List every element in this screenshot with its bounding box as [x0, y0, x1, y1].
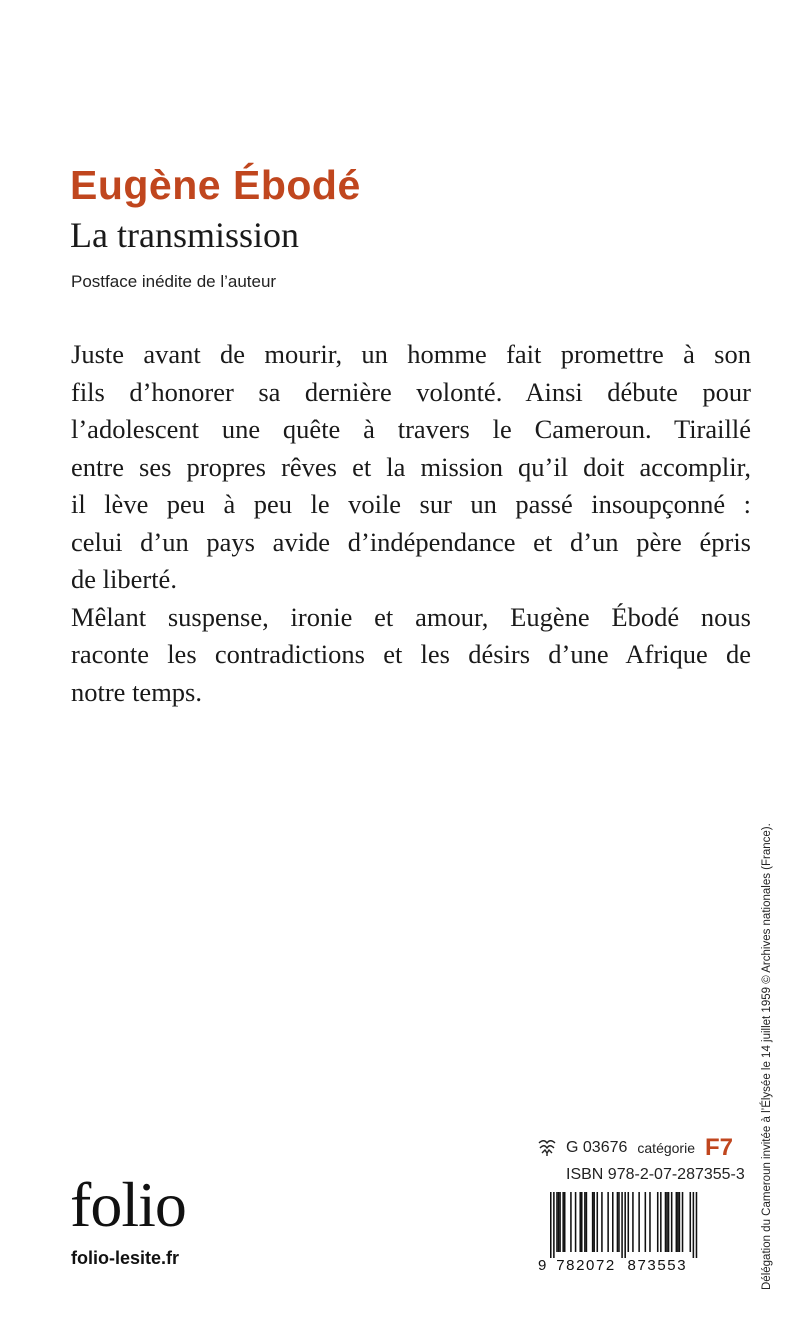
barcode-digits: 9 [538, 1257, 548, 1274]
barcode-bar [638, 1192, 640, 1252]
barcode-digits: 873553 [627, 1257, 688, 1274]
barcode-bar [593, 1192, 595, 1252]
blurb-line: l’adolescent une quête à travers le Cameroun. Tiraillé [71, 414, 751, 444]
barcode-bar [645, 1192, 647, 1252]
barcode-bar [676, 1192, 678, 1252]
barcode-bar [575, 1192, 577, 1252]
barcode-bar [562, 1192, 564, 1252]
barcode-bar [682, 1192, 684, 1252]
blurb-line: Mêlant suspense, ironie et amour, Eugène Ébodé nous [71, 601, 751, 632]
barcode-bar [666, 1192, 668, 1252]
barcode-digits: 782072 [556, 1257, 616, 1274]
barcode-bar [558, 1192, 560, 1252]
barcode-bar [628, 1192, 630, 1252]
barcode-bar [617, 1192, 619, 1252]
barcode-bar [559, 1192, 561, 1252]
book-subtitle: Postface inédite de l’auteur [71, 272, 277, 291]
barcode-bar [621, 1192, 623, 1258]
barcode-bar [592, 1192, 594, 1252]
barcode-bar [671, 1192, 673, 1252]
barcode-bar [668, 1192, 670, 1252]
barcode-bar [690, 1192, 692, 1252]
catalog-code-row [536, 1133, 733, 1163]
blurb-line: il lève peu à peu le voile sur un passé insoupçonné : [71, 489, 751, 519]
barcode-bar [553, 1192, 555, 1258]
photo-credit-text: Délégation du Cameroun invitée à l’Élysée le 14 juillet 1959 © Archives nationales (France). [761, 823, 773, 1290]
author-name: Eugène Ébodé [70, 162, 361, 208]
blurb-line: notre temps. [71, 676, 202, 707]
barcode-bar [556, 1192, 558, 1252]
blurb-line: raconte les contradictions et les désirs d’une Afrique de [71, 639, 751, 669]
blurb-line: fils d’honorer sa dernière volonté. Ainsi débute pour [71, 376, 751, 407]
barcode-bar [570, 1192, 572, 1252]
blurb-line: entre ses propres rêves et la mission qu’il doit accomplir, [71, 451, 751, 482]
barcode-bar [612, 1192, 614, 1252]
barcode-bar [624, 1192, 626, 1258]
blurb-line: celui d’un pays avide d’indépendance et d’un père épris [71, 526, 751, 557]
publisher-site: folio-lesite.fr [71, 1248, 180, 1268]
category-label: catégorie [637, 1140, 695, 1156]
barcode-bar [696, 1192, 698, 1258]
barcode-bar [649, 1192, 651, 1252]
barcode-bar [581, 1192, 583, 1252]
recycle-paper-icon [536, 1139, 558, 1157]
barcode-bar [618, 1192, 620, 1252]
barcode-bar [564, 1192, 566, 1252]
barcode-bar [607, 1192, 609, 1252]
blurb-paragraph-2 [71, 599, 751, 712]
back-cover-blurb [71, 336, 751, 711]
isbn: ISBN 978-2-07-287355-3 [566, 1166, 745, 1183]
barcode-bar [586, 1192, 588, 1252]
barcode-bar [679, 1192, 681, 1252]
blurb-line: Juste avant de mourir, un homme fait promettre à son [71, 339, 751, 369]
barcode [536, 1192, 716, 1274]
category-code: F7 [704, 1134, 733, 1161]
barcode-bar [657, 1192, 659, 1252]
barcode-bar [584, 1192, 586, 1252]
publisher-logo: folio [70, 1169, 186, 1240]
barcode-graphic [536, 1192, 716, 1274]
barcode-bar [597, 1192, 599, 1252]
barcode-bar [660, 1192, 662, 1252]
barcode-bar [665, 1192, 667, 1252]
barcode-bar [677, 1192, 679, 1252]
barcode-bar [579, 1192, 581, 1252]
blurb-paragraph-1 [71, 336, 751, 599]
photo-credit [754, 770, 776, 1290]
barcode-bar [601, 1192, 603, 1252]
barcode-bar [550, 1192, 552, 1258]
blurb-line: de liberté. [71, 564, 177, 594]
barcode-bar [632, 1192, 634, 1252]
catalog-code: G 03676 [566, 1139, 628, 1156]
book-title: La transmission [70, 215, 299, 255]
barcode-bar [693, 1192, 695, 1258]
